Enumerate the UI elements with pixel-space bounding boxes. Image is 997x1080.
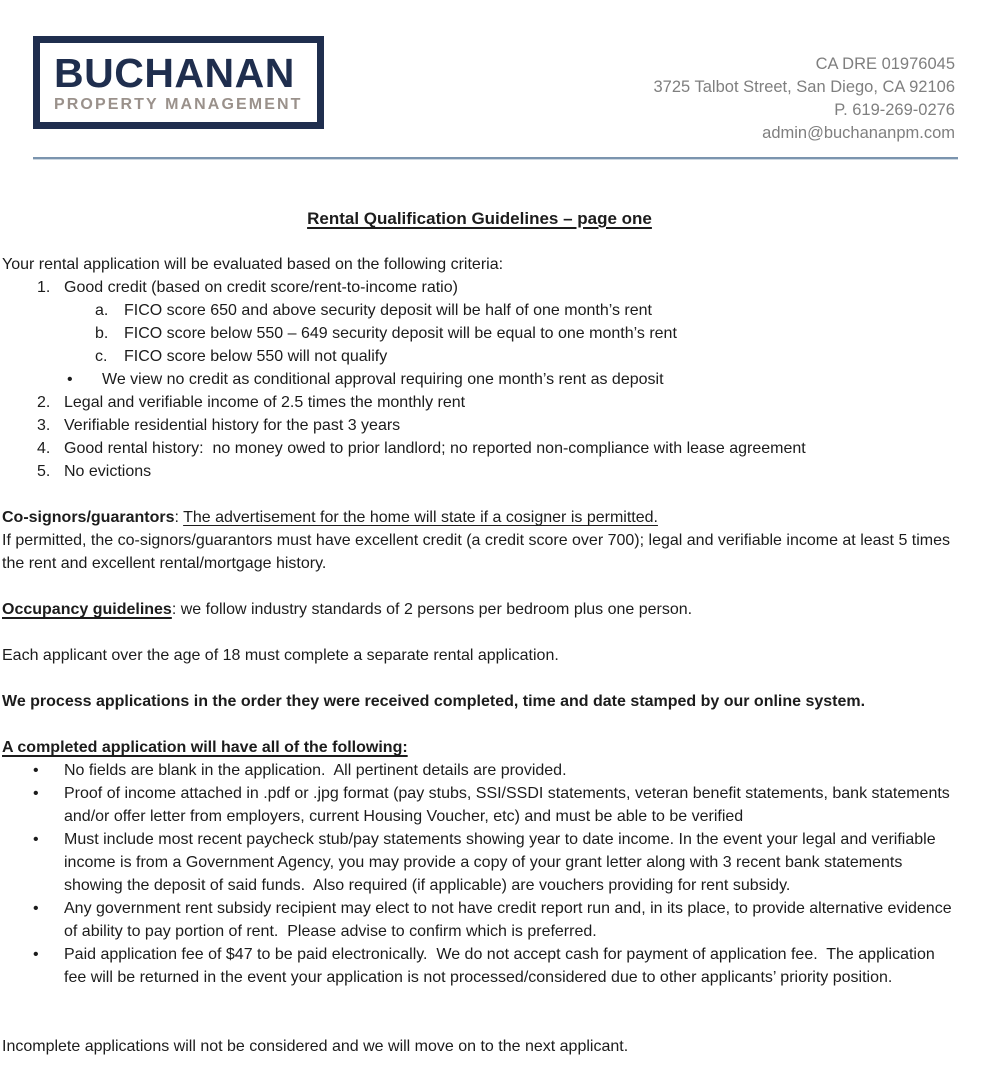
cosigners-label: Co-signors/guarantors — [2, 509, 175, 526]
cosigners-body: If permitted, the co-signors/guarantors must have excellent credit (a credit score over 700); legal and verifiable income at least 5 times the rent and excellent rental/mortgage history. — [2, 532, 955, 572]
list-item — [95, 322, 957, 345]
completed-items-list — [2, 759, 957, 989]
contact-phone: P. 619-269-0276 — [834, 101, 955, 119]
bullet-item — [33, 828, 957, 897]
contact-dre: CA DRE 01976045 — [815, 55, 955, 73]
bullet-item — [33, 897, 957, 943]
list-item — [37, 276, 957, 299]
list-marker: 3. — [37, 417, 51, 434]
bullet-marker: • — [33, 831, 39, 848]
applicant-note — [2, 644, 957, 667]
page-header — [0, 0, 997, 145]
completed-heading — [2, 736, 957, 759]
bullet-marker: • — [33, 785, 39, 802]
document-title: Rental Qualification Guidelines – page one — [307, 209, 652, 228]
applicant-note-text: Each applicant over the age of 18 must complete a separate rental application. — [2, 647, 559, 664]
list-marker: b. — [95, 325, 109, 342]
bullet-marker: • — [33, 762, 39, 779]
logo-tagline: PROPERTY MANAGEMENT — [54, 96, 303, 113]
bullet-text: Must include most recent paycheck stub/pay statements showing year to date income. In the event your legal and verifiable income is from a Government Agency, you may provide a copy of your grant letter along with 3 recent bank statements showing the deposit of said funds. Also required (if applicable) are vouchers providing for rent subsidy. — [64, 831, 941, 894]
contact-info-block — [654, 53, 956, 145]
list-text: Good rental history: no money owed to prior landlord; no reported non-compliance with lease agreement — [64, 440, 806, 457]
list-item — [37, 391, 957, 414]
list-text: FICO score below 550 will not qualify — [124, 348, 388, 365]
list-text: Good credit (based on credit score/rent-to-income ratio) — [64, 279, 458, 296]
contact-email: admin@buchananpm.com — [762, 124, 955, 142]
contact-address: 3725 Talbot Street, San Diego, CA 92106 — [653, 78, 955, 96]
list-marker: 4. — [37, 440, 51, 457]
bullet-item — [33, 782, 957, 828]
list-item — [37, 414, 957, 437]
buchanan-logo — [33, 36, 324, 129]
list-marker: 1. — [37, 279, 51, 296]
criteria-list — [2, 276, 957, 483]
list-text: FICO score below 550 – 649 security deposit will be equal to one month’s rent — [124, 325, 677, 342]
list-text: FICO score 650 and above security deposit will be half of one month’s rent — [124, 302, 652, 319]
list-text: No evictions — [64, 463, 152, 480]
logo-wordmark: BUCHANAN — [54, 50, 295, 96]
cosigners-paragraph — [2, 506, 957, 575]
header-divider — [33, 157, 958, 160]
list-marker: 5. — [37, 463, 51, 480]
list-text: Legal and verifiable income of 2.5 times the monthly rent — [64, 394, 466, 411]
incomplete-note — [2, 1035, 957, 1058]
list-text: Verifiable residential history for the past 3 years — [64, 417, 401, 434]
list-item — [95, 345, 957, 368]
bullet-marker: • — [67, 371, 73, 388]
list-marker: a. — [95, 302, 109, 319]
occupancy-text: : we follow industry standards of 2 persons per bedroom plus one person. — [171, 601, 693, 618]
completed-application-section — [2, 736, 957, 989]
list-text: We view no credit as conditional approval requiring one month’s rent as deposit — [102, 371, 664, 388]
occupancy-label: Occupancy guidelines — [2, 601, 172, 618]
bullet-text: Any government rent subsidy recipient may elect to not have credit report run and, in its place, to provide alternative evidence of ability to pay portion of rent. Please advise to confirm which is preferred. — [64, 900, 957, 940]
intro-text: Your rental application will be evaluated based on the following criteria: — [2, 256, 504, 273]
cosigners-underlined-text: The advertisement for the home will state if a cosigner is permitted. — [183, 509, 658, 526]
list-marker: 2. — [37, 394, 51, 411]
bullet-item — [33, 943, 957, 989]
processing-note-text: We process applications in the order they were received completed, time and date stamped by our online system. — [2, 693, 866, 710]
processing-note — [2, 690, 957, 713]
bullet-item — [33, 759, 957, 782]
bullet-marker: • — [33, 900, 39, 917]
list-item — [37, 437, 957, 460]
bullet-marker: • — [33, 946, 39, 963]
cosigners-separator: : — [174, 509, 184, 526]
list-item — [37, 460, 957, 483]
list-item — [67, 368, 957, 391]
bullet-text: No fields are blank in the application. All pertinent details are provided. — [64, 762, 567, 779]
occupancy-paragraph — [2, 598, 957, 621]
list-item — [95, 299, 957, 322]
completed-heading-text: A completed application will have all of the following: — [2, 739, 408, 756]
intro-line — [2, 253, 957, 276]
document-body — [0, 207, 997, 1058]
bullet-text: Proof of income attached in .pdf or .jpg format (pay stubs, SSI/SSDI statements, veteran benefit statements, bank statements and/or offer letter from employers, current Housing Voucher, etc) and must be able to be verified — [64, 785, 955, 825]
list-marker: c. — [95, 348, 108, 365]
bullet-text: Paid application fee of $47 to be paid electronically. We do not accept cash for payment of application fee. The application fee will be returned in the event your application is not processed/considered due to other applicants’ priority position. — [64, 946, 940, 986]
incomplete-note-text: Incomplete applications will not be considered and we will move on to the next applicant. — [2, 1038, 629, 1055]
